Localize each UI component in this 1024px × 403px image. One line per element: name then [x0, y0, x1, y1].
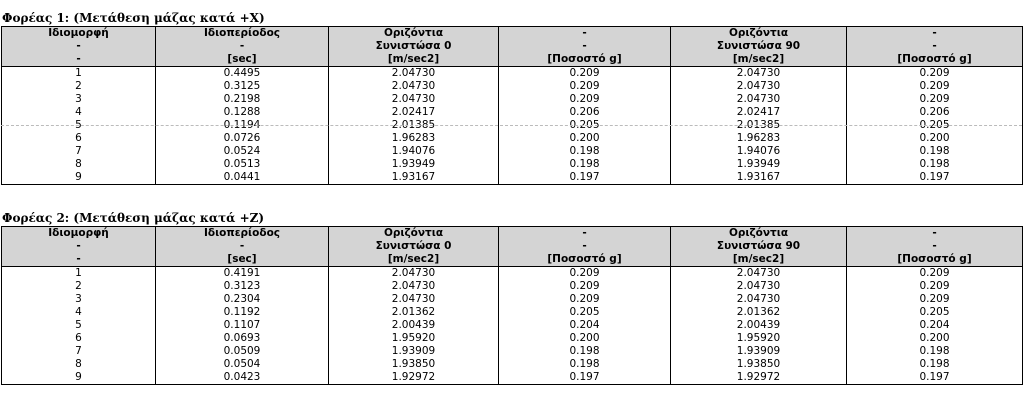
table-cell: 0.198 [499, 158, 671, 171]
table-cell: 1.93909 [329, 345, 499, 358]
table-row [2, 158, 1023, 171]
table-row [2, 93, 1023, 106]
table-cell: 2.04730 [671, 293, 847, 306]
table-cell: 0.197 [499, 171, 671, 185]
table-cell: 0.4495 [156, 67, 329, 81]
table-section-1 [1, 10, 1022, 185]
table-cell: 0.205 [499, 306, 671, 319]
column-header: Ιδιοπερίοδος [156, 227, 329, 241]
column-header: [sec] [156, 53, 329, 67]
table-row [2, 145, 1023, 158]
table-body [2, 267, 1023, 385]
table-cell: 0.1288 [156, 106, 329, 119]
table-cell: 2.01385 [329, 119, 499, 132]
column-header: Συνιστώσα 90 [671, 240, 847, 253]
table-cell: 2.02417 [671, 106, 847, 119]
table-header [2, 27, 1023, 67]
table-cell: 2.04730 [329, 67, 499, 81]
table-cell: 0.198 [499, 345, 671, 358]
table-cell: 2.01362 [671, 306, 847, 319]
table-cell: 9 [75, 371, 82, 383]
table-cell: 0.205 [847, 306, 1023, 319]
table-cell: 0.209 [847, 93, 1023, 106]
table-cell: 0.200 [847, 132, 1023, 145]
column-header: - [2, 253, 156, 267]
header-row [2, 253, 1023, 267]
table-cell: 1.93167 [671, 171, 847, 185]
table-cell: 0.209 [847, 67, 1023, 81]
table-cell: 2.00439 [329, 319, 499, 332]
table-cell: 1.93909 [671, 345, 847, 358]
table-cell: 1.93949 [329, 158, 499, 171]
table-row [2, 332, 1023, 345]
table-cell: 0.205 [847, 119, 1023, 132]
column-header: Οριζόντια [671, 227, 847, 241]
column-header: Ιδιομορφή [2, 27, 156, 41]
column-header: - [847, 27, 1023, 41]
table-cell: 2.04730 [329, 280, 499, 293]
column-header: [m/sec2] [671, 253, 847, 267]
column-header: Ιδιομορφή [2, 227, 156, 241]
table-cell: 1.92972 [671, 371, 847, 385]
column-header: [m/sec2] [329, 253, 499, 267]
table-cell: 6 [75, 132, 82, 144]
table-row [2, 358, 1023, 371]
table-cell: 2 [75, 80, 82, 92]
table-cell: 2.04730 [329, 293, 499, 306]
table-section-2 [1, 210, 1022, 385]
table-row [2, 280, 1023, 293]
table-cell: 2.04730 [671, 267, 847, 281]
table-cell: 2.01385 [671, 119, 847, 132]
table-cell: 0.0524 [156, 145, 329, 158]
column-header: - [2, 53, 156, 67]
table-row [2, 171, 1023, 185]
table-cell: 0.197 [847, 371, 1023, 385]
column-header: Οριζόντια [329, 227, 499, 241]
column-header: - [156, 40, 329, 53]
table-cell: 0.198 [499, 358, 671, 371]
column-header: - [847, 240, 1023, 253]
table-row [2, 371, 1023, 385]
column-header: - [847, 40, 1023, 53]
column-header: - [499, 27, 671, 41]
table-cell: 1.95920 [671, 332, 847, 345]
table-row [2, 132, 1023, 145]
table-cell: 0.209 [847, 293, 1023, 306]
table-row [2, 106, 1023, 119]
table-cell: 0.3123 [156, 280, 329, 293]
header-row [2, 40, 1023, 53]
table-cell: 1.93850 [671, 358, 847, 371]
eigenperiod-table [1, 26, 1023, 185]
table-cell: 0.209 [499, 293, 671, 306]
column-header: - [2, 40, 156, 53]
table-cell: 0.2304 [156, 293, 329, 306]
table-cell: 8 [75, 158, 82, 170]
table-cell: 0.198 [499, 145, 671, 158]
table-cell: 2.02417 [329, 106, 499, 119]
column-header: Συνιστώσα 0 [329, 40, 499, 53]
table-cell: 0.205 [499, 119, 671, 132]
table-cell: 2.04730 [329, 93, 499, 106]
table-cell: 0.2198 [156, 93, 329, 106]
eigenperiod-table [1, 226, 1023, 385]
table-cell: 0.204 [499, 319, 671, 332]
table-cell: 2 [75, 280, 82, 292]
table-cell: 7 [75, 345, 82, 357]
table-cell: 0.200 [499, 132, 671, 145]
header-row [2, 27, 1023, 41]
table-cell: 2.04730 [671, 67, 847, 81]
table-cell: 0.198 [847, 358, 1023, 371]
table-cell: 0.198 [847, 158, 1023, 171]
table-cell: 2.04730 [329, 267, 499, 281]
table-cell: 0.209 [499, 280, 671, 293]
column-header: - [499, 240, 671, 253]
table-cell: 0.198 [847, 345, 1023, 358]
column-header: - [847, 227, 1023, 241]
table-cell: 5 [75, 119, 82, 131]
table-row [2, 345, 1023, 358]
table-cell: 1.96283 [329, 132, 499, 145]
column-header: [sec] [156, 253, 329, 267]
table-cell: 9 [75, 171, 82, 183]
column-header: Οριζόντια [329, 27, 499, 41]
column-header: [Ποσοστό g] [499, 253, 671, 267]
column-header: - [156, 240, 329, 253]
table-cell: 4 [75, 106, 82, 118]
table-cell: 0.3125 [156, 80, 329, 93]
table-cell: 7 [75, 145, 82, 157]
column-header: - [499, 227, 671, 241]
table-cell: 0.209 [499, 267, 671, 281]
table-cell: 8 [75, 358, 82, 370]
table-cell: 0.0726 [156, 132, 329, 145]
table-cell: 1.93167 [329, 171, 499, 185]
column-header: [Ποσοστό g] [499, 53, 671, 67]
table-cell: 2.04730 [329, 80, 499, 93]
table-cell: 0.209 [499, 93, 671, 106]
column-header: - [2, 240, 156, 253]
table-cell: 0.0504 [156, 358, 329, 371]
table-cell: 0.0513 [156, 158, 329, 171]
column-header: Συνιστώσα 90 [671, 40, 847, 53]
table-cell: 1.96283 [671, 132, 847, 145]
header-row [2, 227, 1023, 241]
column-header: Συνιστώσα 0 [329, 240, 499, 253]
table-cell: 0.4191 [156, 267, 329, 281]
table-cell: 0.1107 [156, 319, 329, 332]
page-break-line [1, 125, 1022, 126]
column-header: [m/sec2] [329, 53, 499, 67]
table-row [2, 306, 1023, 319]
table-cell: 0.209 [847, 80, 1023, 93]
table-cell: 0.197 [499, 371, 671, 385]
table-cell: 0.200 [847, 332, 1023, 345]
column-header: [Ποσοστό g] [847, 253, 1023, 267]
table-cell: 1.95920 [329, 332, 499, 345]
table-cell: 0.204 [847, 319, 1023, 332]
table-cell: 1.93949 [671, 158, 847, 171]
table-cell: 3 [75, 93, 82, 105]
table-cell: 2.00439 [671, 319, 847, 332]
table-cell: 1 [75, 67, 82, 79]
table-cell: 5 [75, 319, 82, 331]
table-row [2, 67, 1023, 81]
table-cell: 0.0441 [156, 171, 329, 185]
table-cell: 2.01362 [329, 306, 499, 319]
table-cell: 0.0423 [156, 371, 329, 385]
column-header: [m/sec2] [671, 53, 847, 67]
table-cell: 0.1192 [156, 306, 329, 319]
header-row [2, 240, 1023, 253]
table-cell: 0.209 [499, 80, 671, 93]
table-cell: 1.94076 [671, 145, 847, 158]
table-title: Φορέας 1: (Μετάθεση μάζας κατά +X) [2, 11, 265, 25]
column-header: Οριζόντια [671, 27, 847, 41]
table-cell: 1 [75, 267, 82, 279]
table-cell: 6 [75, 332, 82, 344]
table-row [2, 293, 1023, 306]
table-cell: 2.04730 [671, 280, 847, 293]
table-header [2, 227, 1023, 267]
table-row [2, 80, 1023, 93]
table-cell: 1.94076 [329, 145, 499, 158]
column-header: [Ποσοστό g] [847, 53, 1023, 67]
table-cell: 0.209 [847, 267, 1023, 281]
table-cell: 0.206 [847, 106, 1023, 119]
table-cell: 0.209 [499, 67, 671, 81]
table-cell: 0.0693 [156, 332, 329, 345]
table-cell: 0.209 [847, 280, 1023, 293]
table-cell: 0.198 [847, 145, 1023, 158]
table-cell: 1.93850 [329, 358, 499, 371]
table-row [2, 319, 1023, 332]
table-row [2, 267, 1023, 281]
column-header: - [499, 40, 671, 53]
table-cell: 0.0509 [156, 345, 329, 358]
table-cell: 2.04730 [671, 93, 847, 106]
column-header: Ιδιοπερίοδος [156, 27, 329, 41]
table-cell: 0.1194 [156, 119, 329, 132]
table-cell: 1.92972 [329, 371, 499, 385]
table-cell: 0.200 [499, 332, 671, 345]
table-cell: 4 [75, 306, 82, 318]
table-title: Φορέας 2: (Μετάθεση μάζας κατά +Z) [2, 211, 265, 225]
table-cell: 0.197 [847, 171, 1023, 185]
table-cell: 0.206 [499, 106, 671, 119]
table-cell: 2.04730 [671, 80, 847, 93]
header-row [2, 53, 1023, 67]
table-cell: 3 [75, 293, 82, 305]
